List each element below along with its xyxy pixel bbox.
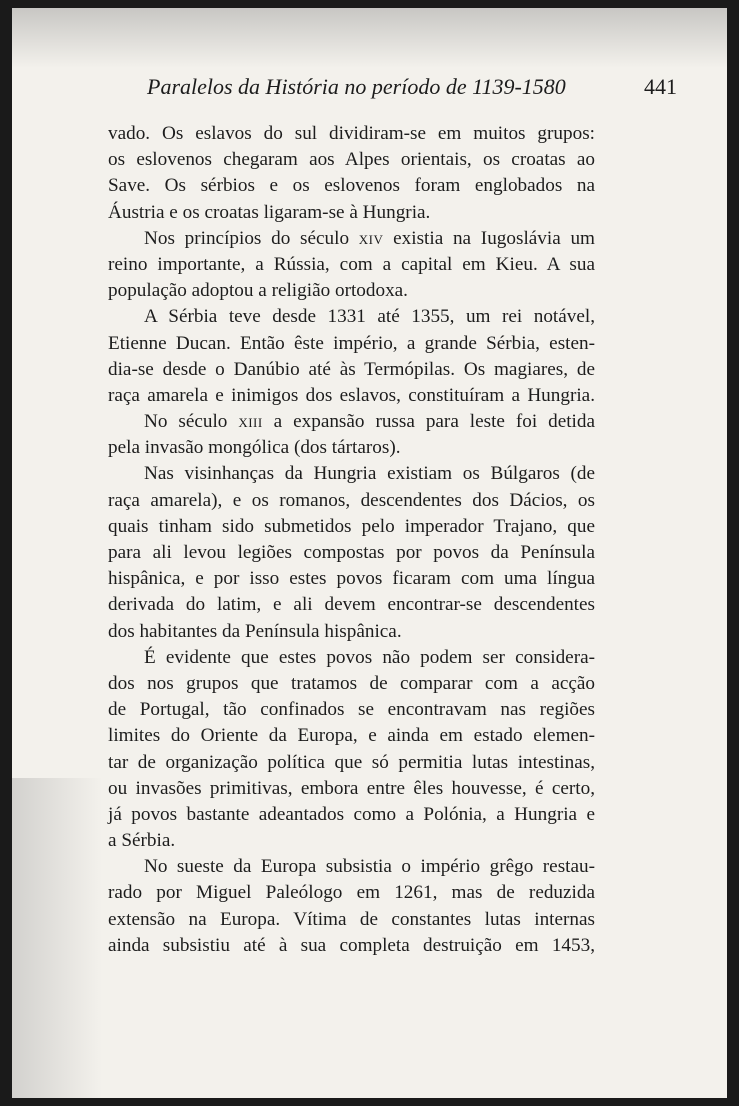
text-line: dos nos grupos que tratamos de comparar com a acção: [108, 672, 595, 694]
text-line: para ali levou legiões compostas por povos da Península: [108, 542, 595, 563]
text-line: limites do Oriente da Europa, e ainda em estado elemen-: [108, 725, 595, 747]
text-line: derivada do latim, e ali devem encontrar-se descendentes: [108, 594, 595, 616]
text-line: ou invasões primitivas, embora entre êles houvesse, é certo,: [108, 777, 595, 799]
text-segment: a expansão russa para leste foi detida: [262, 411, 595, 433]
text-line: ainda subsistiu até à sua completa destruição em 1453,: [108, 934, 595, 956]
text-line: No sueste da Europa subsistia o império grêgo restau-: [144, 856, 595, 878]
running-title: Paralelos da História no período de 1139-1580: [147, 74, 566, 99]
roman-numeral: xiii: [238, 411, 263, 433]
text-line: a Sérbia.: [108, 830, 176, 852]
text-line: reino importante, a Rússia, com a capital em Kieu. A sua: [108, 253, 595, 275]
text-line: dia-se desde o Danúbio até às Termópilas. Os magiares, de: [108, 358, 595, 380]
scan-shadow-top: [12, 8, 727, 68]
text-line: raça amarela e inimigos dos eslavos, constituíram a Hungria.: [108, 384, 595, 406]
text-line: tar de organização política que só permitia lutas intestinas,: [108, 751, 595, 773]
text-line: Nas visinhanças da Hungria existiam os Búlgaros (de: [144, 463, 595, 485]
text-line: [108, 226, 595, 252]
text-line: população adoptou a religião ortodoxa.: [108, 280, 408, 302]
text-line: pela invasão mongólica (dos tártaros).: [108, 437, 401, 459]
body-text: [108, 121, 595, 959]
text-line: raça amarela), e os romanos, descendentes dos Dácios, os: [108, 489, 595, 511]
text-line: Áustria e os croatas ligaram-se à Hungria.: [108, 201, 431, 223]
text-line: de Portugal, tão confinados se encontravam nas regiões: [108, 699, 595, 721]
text-line: já povos bastante adeantados como a Polónia, a Hungria e: [108, 803, 595, 825]
roman-numeral: xiv: [358, 227, 384, 249]
text-line: vado. Os eslavos do sul dividiram-se em muitos grupos:: [108, 123, 595, 144]
text-segment: Nos princípios do século: [144, 227, 359, 249]
page-number: 441: [644, 74, 677, 99]
book-page: [12, 8, 727, 1098]
text-segment: existia na Iugoslávia um: [383, 227, 595, 249]
text-line: Etienne Ducan. Então êste império, a grande Sérbia, esten-: [108, 332, 595, 354]
scan-shadow-left: [12, 778, 102, 1098]
text-line: hispânica, e por isso estes povos ficaram com uma língua: [108, 568, 595, 590]
page-header: [147, 74, 677, 104]
text-line: rado por Miguel Paleólogo em 1261, mas de reduzida: [108, 882, 595, 904]
text-line: É evidente que estes povos não podem ser considera-: [144, 646, 595, 668]
text-line: Save. Os sérbios e os eslovenos foram englobados na: [108, 175, 595, 197]
text-line: os eslovenos chegaram aos Alpes orientais, os croatas ao: [108, 149, 595, 171]
text-segment: No século: [144, 411, 239, 433]
text-line: A Sérbia teve desde 1331 até 1355, um rei notável,: [144, 306, 595, 328]
text-line: quais tinham sido submetidos pelo imperador Trajano, que: [108, 515, 595, 537]
text-line: [108, 409, 595, 435]
text-line: dos habitantes da Península hispânica.: [108, 620, 402, 642]
text-line: extensão na Europa. Vítima de constantes lutas internas: [108, 908, 595, 930]
